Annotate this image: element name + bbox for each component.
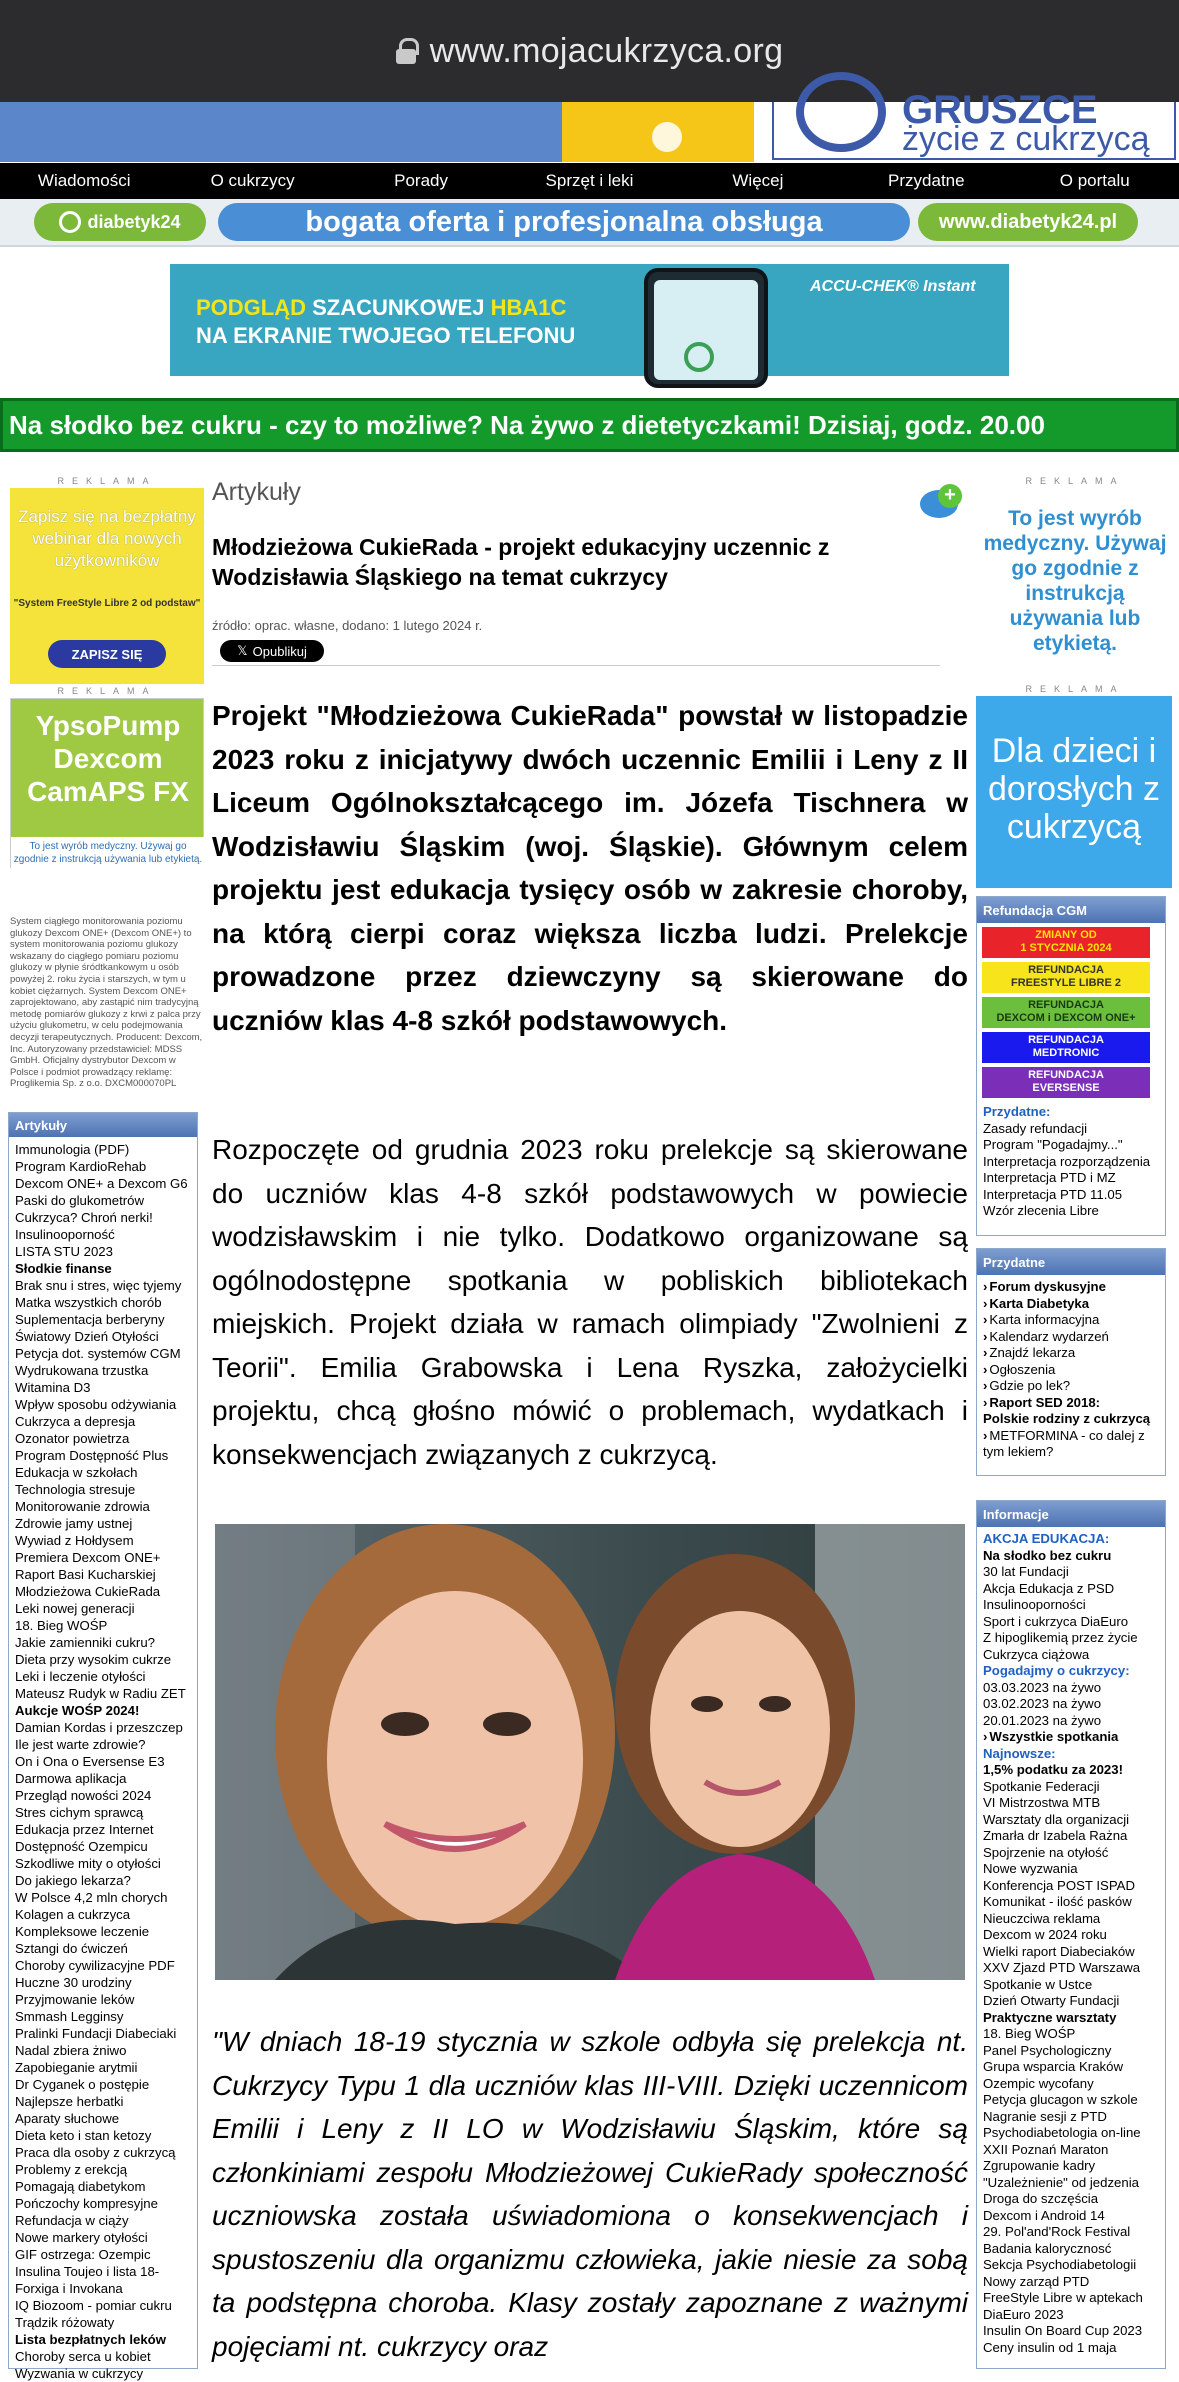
article-link[interactable]: Praca dla osoby z cukrzycą xyxy=(15,2145,176,2160)
app-logo-icon xyxy=(684,342,714,372)
sidebar-link[interactable]: Cukrzyca ciążowa xyxy=(983,1646,1090,1662)
refundacja-box xyxy=(976,896,1166,1236)
medical-device-ad[interactable] xyxy=(976,486,1174,686)
sidebar-link[interactable]: Petycja glucagon w szkole xyxy=(983,2092,1138,2107)
sidebar-link[interactable]: Na słodko bez cukru xyxy=(983,1547,1112,1563)
article-link[interactable]: Monitorowanie zdrowia xyxy=(15,1499,150,1514)
article-link[interactable]: Leki nowej generacji xyxy=(15,1601,135,1616)
article-link[interactable]: Huczne 30 urodziny xyxy=(15,1975,132,1990)
dexcom-kids-ad-text: Dla dzieci i dorosłych z cukrzycą xyxy=(988,732,1160,846)
ypsopump-ad-disclaimer: To jest wyrób medyczny. Używaj go zgodnie z instrukcją używania lub etykietą. xyxy=(11,837,205,869)
sidebar-link[interactable]: Dzień Otwarty Fundacji xyxy=(983,1993,1120,2008)
article-link[interactable]: IQ Biozoom - pomiar cukru xyxy=(15,2298,172,2313)
sidebar-link[interactable]: Dexcom i Android 14 xyxy=(983,2207,1105,2223)
article-link[interactable]: Światowy Dzień Otyłości xyxy=(15,1329,159,1344)
informacje-box xyxy=(976,1500,1166,2369)
sidebar-link[interactable]: Wielki raport Diabeciaków xyxy=(983,1943,1135,1959)
articles-list xyxy=(9,1137,197,2382)
sidebar-link[interactable]: Praktyczne warsztaty xyxy=(983,2009,1117,2025)
article-link[interactable]: Immunologia (PDF) xyxy=(15,1142,130,1157)
article-link[interactable]: Szkodliwe mity o otyłości xyxy=(15,1856,161,1871)
sidebar-link[interactable]: VI Mistrzostwa MTB xyxy=(983,1795,1101,1810)
sidebar-link[interactable]: Badania kalorycznosć xyxy=(983,2240,1112,2256)
refund-tile-title: DEXCOM i DEXCOM ONE+ xyxy=(996,1012,1136,1024)
article-link[interactable]: Wywiad z Hołdysem xyxy=(15,1533,134,1548)
sidebar-link[interactable]: 03.02.2023 na żywo xyxy=(983,1696,1102,1711)
article-link[interactable]: Wydrukowana trzustka xyxy=(15,1363,149,1378)
zapisz-sie-button[interactable]: ZAPISZ SIĘ xyxy=(48,640,166,668)
article-link[interactable]: Paski do glukometrów xyxy=(15,1193,145,1208)
sidebar-link[interactable]: › Ogłoszenia xyxy=(983,1362,1165,1379)
sidebar-link[interactable]: Z hipoglikemią przez życie xyxy=(983,1630,1138,1645)
sidebar-link[interactable]: › Forum dyskusyjne xyxy=(983,1279,1165,1296)
article-link[interactable]: Problemy z erekcją xyxy=(15,2162,128,2177)
articles-sidebar-box xyxy=(8,1112,198,2381)
leaf-icon xyxy=(59,211,81,233)
sidebar-link[interactable]: Psychodiabetologia on-line xyxy=(983,2125,1141,2140)
accu-chek-ad-text xyxy=(196,294,575,350)
sidebar-link[interactable]: Akcja Edukacja z PSD xyxy=(983,1580,1115,1596)
article-link[interactable]: Pralinki Fundacji Diabeciaki xyxy=(15,2026,177,2041)
sidebar-link[interactable]: › Wszystkie spotkania xyxy=(983,1729,1165,1746)
sidebar-link[interactable]: 18. Bieg WOŚP xyxy=(983,2026,1076,2041)
sidebar-link[interactable]: DiaEuro 2023 xyxy=(983,2306,1064,2322)
article-link[interactable]: Leki i leczenie otyłości xyxy=(15,1669,146,1684)
webinar-ad-text: Zapisz się na bezpłatny webinar dla nowych użytkowników xyxy=(18,507,196,570)
nav-item-o-cukrzycy[interactable]: O cukrzycy xyxy=(210,171,295,190)
article-link[interactable]: Najlepsze herbatki xyxy=(15,2094,124,2109)
article-link[interactable]: Matka wszystkich chorób xyxy=(15,1295,162,1310)
refund-tile-label: REFUNDACJA xyxy=(1028,1069,1104,1081)
accu-chek-brand: ACCU-CHEK® Instant xyxy=(810,278,976,295)
przydatne-list xyxy=(977,1275,1165,1461)
sidebar-link[interactable]: Komunikat - ilość pasków xyxy=(983,1894,1132,1909)
sidebar-link[interactable]: › Kalendarz wydarzeń xyxy=(983,1329,1165,1346)
article-link[interactable]: Nowe markery otyłości xyxy=(15,2230,148,2245)
article-link[interactable]: Do jakiego lekarza? xyxy=(15,1873,131,1888)
sidebar-link[interactable]: Sport i cukrzyca DiaEuro xyxy=(983,1613,1129,1629)
refund-tile-title: EVERSENSE xyxy=(1032,1082,1100,1094)
accu-line2: NA EKRANIE TWOJEGO TELEFONU xyxy=(196,323,576,348)
article-link[interactable]: Zapobieganie arytmii xyxy=(15,2060,138,2075)
accu-line1-c: HBA1C xyxy=(490,295,567,320)
nav-item-porady[interactable]: Porady xyxy=(394,171,448,190)
refund-tile-title: MEDTRONIC xyxy=(1032,1047,1100,1059)
dexcom-kids-ad[interactable] xyxy=(976,696,1172,888)
sidebar-link[interactable]: 03.03.2023 na żywo xyxy=(983,1679,1102,1695)
sidebar-link[interactable]: XXII Poznań Maraton xyxy=(983,2141,1109,2157)
article-photo xyxy=(215,1524,965,1980)
article-link[interactable]: Przyjmowanie leków xyxy=(15,1992,135,2007)
article-link[interactable]: Dr Cyganek o postępie xyxy=(15,2077,150,2092)
main-nav xyxy=(0,163,1179,199)
freestyle-webinar-ad[interactable] xyxy=(10,488,204,684)
comment-icon[interactable]: + xyxy=(920,484,964,522)
article-link[interactable]: Aparaty słuchowe xyxy=(15,2111,120,2126)
sidebar-link[interactable]: Spotkanie w Ustce xyxy=(983,1976,1093,1992)
share-on-x-button[interactable] xyxy=(220,640,324,662)
article-link[interactable]: Raport Basi Kucharskiej xyxy=(15,1567,156,1582)
sidebar-link[interactable]: Zmarła dr Izabela Rażna xyxy=(983,1828,1128,1843)
sidebar-link[interactable]: FreeStyle Libre w aptekach xyxy=(983,2290,1143,2305)
refund-tile-title: 1 STYCZNIA 2024 xyxy=(1020,942,1112,954)
sidebar-link[interactable]: 29. Pol'and'Rock Festival xyxy=(983,2224,1131,2239)
article-link[interactable]: Suplementacja berberyny xyxy=(15,1312,165,1327)
article-link[interactable]: Program Dostępność Plus xyxy=(15,1448,169,1463)
article-link[interactable]: Jakie zamienniki cukru? xyxy=(15,1635,155,1650)
article-link[interactable]: 18. Bieg WOŚP xyxy=(15,1618,108,1633)
article-link[interactable]: Cukrzyca a depresja xyxy=(15,1414,136,1429)
refund-tile-label: REFUNDACJA xyxy=(1028,1034,1104,1046)
article-link[interactable]: LISTA STU 2023 xyxy=(15,1244,113,1259)
refundacja-box-title: Refundacja CGM xyxy=(977,897,1165,923)
article-link[interactable]: Sztangi do ćwiczeń xyxy=(15,1941,128,1956)
article-link[interactable]: Wyzwania w cukrzycy xyxy=(15,2366,144,2381)
przydatne-box xyxy=(976,1248,1166,1476)
article-link[interactable]: Trądzik różowaty xyxy=(15,2315,115,2330)
refund-tile[interactable] xyxy=(982,997,1150,1028)
article-paragraph: Rozpoczęte od grudnia 2023 roku prelekcje są skierowane do uczniów klas 4-8 szkół podstawowych w powiecie wodzisławskim i nie tylko. Dodatkowo organizowane są ogólnodostępne spotkania w pobliskich bibliotekach miejskich. Projekt działa w ramach olimpiady "Zwolnieni z Teorii". Emilia Grabowska i Lena Ryszka, założycielki projektu, chcą głośno mówić o problemach, wydatkach i konsekwencjach związanych z cukrzycą. xyxy=(212,1134,968,1470)
header-brand[interactable] xyxy=(772,88,1176,160)
informacje-box-title: Informacje xyxy=(977,1501,1165,1527)
article-title: Młodzieżowa CukieRada - projekt edukacyjny uczennic z Wodzisławia Śląskiego na temat cukrzycy xyxy=(212,534,830,590)
article-link[interactable]: Dieta keto i stan ketozy xyxy=(15,2128,152,2143)
article-lead: Projekt "Młodzieżowa CukieRada" powstał w listopadzie 2023 roku z inicjatywy dwóch uczennic Emilii i Leny z II Liceum Ogólnokształcącego im. Józefa Tischnera w Wodzisławiu Śląskim (woj. Śląskie). Głównym celem projektu jest edukacja tysięcy osób w zakresie choroby, na którą cierpi coraz większa liczba ludzi. Prelekcje prowadzone przez dziewczyny są skierowane do uczniów klas 4-8 szkół podstawowych. xyxy=(212,700,968,1036)
article-link[interactable]: Damian Kordas i przeszczep xyxy=(15,1720,183,1735)
article-link[interactable]: Choroby serca u kobiet xyxy=(15,2349,151,2364)
brand-name: GRUSZCE xyxy=(902,88,1098,132)
sidebar-link[interactable]: Dexcom w 2024 roku xyxy=(983,1927,1107,1942)
sidebar-link[interactable]: Nieuczciwa reklama xyxy=(983,1910,1101,1926)
header-banner[interactable] xyxy=(0,88,1179,162)
article-link[interactable]: Lista bezpłatnych leków xyxy=(15,2332,166,2347)
article-link[interactable]: Insulinooporność xyxy=(15,1227,115,1242)
article-link[interactable]: Ile jest warte zdrowie? xyxy=(15,1737,146,1752)
live-event-banner[interactable]: Na słodko bez cukru - czy to możliwe? Na żywo z dietetyczkami! Dzisiaj, godz. 20.00 xyxy=(0,398,1179,452)
sidebar-link[interactable]: › Karta Diabetyka xyxy=(983,1296,1165,1313)
article-link[interactable]: Nadal zbiera żniwo xyxy=(15,2043,127,2058)
article-link[interactable]: Dieta przy wysokim cukrze xyxy=(15,1652,172,1667)
dexcom-disclaimer: System ciągłego monitorowania poziomu glukozy Dexcom ONE+ (Dexcom ONE+) to system monitorowania poziomu glukozy wskazany do ciągłego pomiaru poziomu glukozy w płynie śródtkankowym u osób powyżej 2. roku życia i starszych, w tym u kobiet ciężarnych. System Dexcom ONE+ zaprojektowano, aby zastąpić nim tradycyjną metodę pomiarów glukozy z krwi z palca przy użyciu glukometru, w celu podejmowania decyzji terapeutycznych. Producent: Dexcom, Inc. Autoryzowany przedstawiciel: MDSS GmbH. Oficjalny dystrybutor Dexcom w Polsce i podmiot prowadzący reklamę: Proglikemia Sp. z o.o. DXCM000070PL xyxy=(10,916,203,1090)
diabetyk24-banner[interactable] xyxy=(0,199,1179,247)
ad-label: REKLAMA xyxy=(57,476,157,486)
sidebar-link[interactable]: Ozempic wycofany xyxy=(983,2075,1094,2091)
ad-label: REKLAMA xyxy=(1025,476,1125,486)
article-link[interactable]: Darmowa aplikacja xyxy=(15,1771,127,1786)
sidebar-link[interactable]: Ceny insulin od 1 maja xyxy=(983,2339,1117,2355)
przydatne-box-title: Przydatne xyxy=(977,1249,1165,1275)
article-source: źródło: oprac. własne, dodano: 1 lutego 2024 r. xyxy=(212,618,483,633)
ad-label: REKLAMA xyxy=(57,686,157,696)
sidebar-link[interactable]: Insulinooporności xyxy=(983,1597,1086,1612)
sidebar-link[interactable]: › Gdzie po lek? xyxy=(983,1378,1165,1395)
sidebar-link[interactable]: XXV Zjazd PTD Warszawa xyxy=(983,1960,1141,1975)
article-link[interactable]: Słodkie finanse xyxy=(15,1261,112,1276)
article-quote: "W dniach 18-19 stycznia w szkole odbyła się prelekcja nt. Cukrzycy Typu 1 dla uczniów klas III-VIII. Dzięki uczennicom Emilii i Leny z II LO w Wodzisławiu Śląskim, które są członkiniami zespołu Młodzieżowej CukieRady społeczność uczniowska została uświadomiona o konsekwencjach i spustoszeniu dla organizmu człowieka, jakie niesie za sobą ta podstępna choroba. Klasy zostały zapoznane z ważnymi pojęciami nt. cukrzycy oraz xyxy=(212,2026,968,2362)
article-link[interactable]: Choroby cywilizacyjne PDF xyxy=(15,1958,175,1973)
refund-link[interactable]: Wzór zlecenia Libre xyxy=(983,1203,1099,1218)
sidebar-link[interactable]: Droga do szczęścia xyxy=(983,2191,1099,2206)
article-link[interactable]: Młodzieżowa CukieRada xyxy=(15,1584,161,1599)
article-link[interactable]: Wpływ sposobu odżywiania xyxy=(15,1397,177,1412)
ad-label: REKLAMA xyxy=(1025,684,1125,694)
sidebar-link[interactable]: Warsztaty dla organizacji xyxy=(983,1811,1130,1827)
article-link[interactable]: Smmash Legginsy xyxy=(15,2009,124,2024)
refund-link[interactable]: Interpretacja PTD i MZ xyxy=(983,1170,1116,1185)
article-link[interactable]: Pończochy kompresyjne xyxy=(15,2196,158,2211)
article-link[interactable]: Mateusz Rudyk w Radiu ZET xyxy=(15,1686,186,1701)
article-link[interactable]: Technologia stresuje xyxy=(15,1482,136,1497)
diabetyk24-slogan: bogata oferta i profesjonalna obsługa xyxy=(218,203,910,241)
diabetyk24-logo xyxy=(34,203,206,241)
nav-item-wiadomosci[interactable]: Wiadomości xyxy=(37,171,131,190)
sidebar-link[interactable]: › METFORMINA - co dalej z tym lekiem? xyxy=(983,1428,1165,1461)
header-ad-yellow[interactable] xyxy=(562,102,754,162)
article-link[interactable]: Cukrzyca? Chroń nerki! xyxy=(15,1210,153,1225)
article-category[interactable]: Artykuły xyxy=(212,478,301,506)
refund-link[interactable]: Program "Pogadajmy..." xyxy=(983,1137,1123,1152)
sidebar-link[interactable]: "Uzależnienie" od jedzenia xyxy=(983,2174,1139,2190)
article-link[interactable]: Edukacja w szkołach xyxy=(15,1465,138,1480)
url-text[interactable]: www.mojacukrzyca.org xyxy=(429,31,784,70)
refund-tile-title: FREESTYLE LIBRE 2 xyxy=(1010,977,1122,989)
article-link[interactable]: Refundacja w ciąży xyxy=(15,2213,129,2228)
article-link[interactable]: Aukcje WOŚP 2024! xyxy=(15,1703,140,1718)
article-link[interactable]: Kompleksowe leczenie xyxy=(15,1924,150,1939)
article-link[interactable]: Ozonator powietrza xyxy=(15,1431,130,1446)
sidebar-link[interactable]: Grupa wsparcia Kraków xyxy=(983,2059,1123,2074)
browser-url-bar[interactable] xyxy=(0,0,1179,102)
phone-image xyxy=(644,268,768,388)
article-link[interactable]: Pomagają diabetykom xyxy=(15,2179,146,2194)
refund-tile-label: REFUNDACJA xyxy=(1028,999,1104,1011)
sidebar-link[interactable]: 30 lat Fundacji xyxy=(983,1564,1069,1579)
divider xyxy=(212,665,940,666)
article-link[interactable]: Insulina Toujeo i lista 18- xyxy=(15,2264,160,2279)
article-link[interactable]: Przegląd nowości 2024 xyxy=(15,1788,152,1803)
article-link[interactable]: Program KardioRehab xyxy=(15,1159,147,1174)
refund-link[interactable]: Interpretacja PTD 11.05 xyxy=(983,1186,1123,1202)
sidebar-link[interactable]: Polskie rodziny z cukrzycą xyxy=(983,1411,1151,1426)
refund-heading: Przydatne: xyxy=(983,1104,1051,1119)
sidebar-link[interactable]: Sekcja Psychodiabetologii xyxy=(983,2257,1137,2272)
refund-tile-label: REFUNDACJA xyxy=(1028,964,1104,976)
sidebar-link[interactable]: Zgrupowanie kadry xyxy=(983,2158,1096,2173)
article-link[interactable]: Petycja dot. systemów CGM xyxy=(15,1346,181,1361)
article-link[interactable]: Stres cichym sprawcą xyxy=(15,1805,144,1820)
refund-tile-label: ZMIANY OD xyxy=(1035,929,1097,941)
sidebar-link[interactable]: › Karta informacyjna xyxy=(983,1312,1165,1329)
ypsopump-ad[interactable] xyxy=(10,698,204,868)
share-label: Opublikuj xyxy=(252,643,307,659)
refund-tile[interactable] xyxy=(982,927,1150,958)
refund-link[interactable]: Zasady refundacji xyxy=(983,1120,1088,1136)
section-heading: AKCJA EDUKACJA: xyxy=(983,1531,1110,1546)
medical-device-ad-text: To jest wyrób medyczny. Używaj go zgodnie z instrukcją używania lub etykietą. xyxy=(983,507,1167,655)
sidebar-link[interactable]: Nowe wyzwania xyxy=(983,1861,1078,1876)
sidebar-link[interactable]: Panel Psychologiczny xyxy=(983,2042,1112,2058)
ypsopump-ad-text: YpsoPump Dexcom CamAPS FX xyxy=(27,710,189,807)
refund-tile[interactable] xyxy=(982,962,1150,993)
webinar-ad-sub: "System FreeStyle Libre 2 od podstaw" xyxy=(13,598,201,609)
header-ad-left[interactable] xyxy=(0,102,562,162)
diabetyk24-url: www.diabetyk24.pl xyxy=(918,203,1138,241)
nav-item-o-portalu[interactable]: O portalu xyxy=(1059,171,1130,190)
article-link[interactable]: Edukacja przez Internet xyxy=(15,1822,154,1837)
article-link[interactable]: Dostępność Ozempicu xyxy=(15,1839,148,1854)
nav-item-wiecej[interactable]: Więcej xyxy=(732,171,784,190)
accu-chek-ad[interactable] xyxy=(170,264,1009,376)
x-logo-icon: 𝕏 xyxy=(237,643,248,658)
informacje-list xyxy=(977,1527,1165,2356)
article-link[interactable]: Premiera Dexcom ONE+ xyxy=(15,1550,161,1565)
sidebar-link[interactable]: Insulin On Board Cup 2023 xyxy=(983,2323,1143,2338)
refund-tiles xyxy=(977,927,1165,1098)
nav-item-przydatne[interactable]: Przydatne xyxy=(888,171,965,190)
section-heading: Najnowsze: xyxy=(983,1745,1056,1761)
brand-tagline: życie z cukrzycą xyxy=(902,120,1150,158)
articles-box-title: Artykuły xyxy=(9,1113,197,1137)
article-link[interactable]: Kolagen a cukrzyca xyxy=(15,1907,131,1922)
article-link[interactable]: Dexcom ONE+ a Dexcom G6 xyxy=(15,1176,188,1191)
refund-links xyxy=(983,1121,1165,1220)
sidebar-link[interactable]: › Znajdź lekarza xyxy=(983,1345,1165,1362)
sidebar-link[interactable]: 20.01.2023 na żywo xyxy=(983,1712,1102,1728)
article-link[interactable]: Zdrowie jamy ustnej xyxy=(15,1516,133,1531)
accu-line1-a: PODGLĄD xyxy=(196,295,306,320)
nav-item-sprzet-i-leki[interactable]: Sprzęt i leki xyxy=(545,171,634,190)
article-link[interactable]: W Polsce 4,2 mln chorych xyxy=(15,1890,168,1905)
sidebar-link[interactable]: › Raport SED 2018: xyxy=(983,1395,1165,1412)
article-link[interactable]: Witamina D3 xyxy=(15,1380,91,1395)
article-link[interactable]: Brak snu i stres, więc tyjemy xyxy=(15,1278,182,1293)
article-link[interactable]: Forxiga i Invokana xyxy=(15,2281,123,2296)
refund-link[interactable]: Interpretacja rozporządzenia xyxy=(983,1153,1151,1169)
lock-icon xyxy=(396,38,416,64)
sidebar-link[interactable]: Konferencja POST ISPAD xyxy=(983,1877,1135,1893)
sidebar-link[interactable]: Nagranie sesji z PTD xyxy=(983,2108,1107,2124)
refund-tile[interactable] xyxy=(982,1067,1150,1098)
refund-tile[interactable] xyxy=(982,1032,1150,1063)
sensor-image xyxy=(652,122,682,152)
sidebar-link[interactable]: 1,5% podatku za 2023! xyxy=(983,1762,1123,1777)
accu-line1-b: SZACUNKOWEJ xyxy=(306,295,491,320)
article-link[interactable]: GIF ostrzega: Ozempic xyxy=(15,2247,151,2262)
sidebar-link[interactable]: Nowy zarząd PTD xyxy=(983,2273,1090,2289)
article-link[interactable]: On i Ona o Eversense E3 xyxy=(15,1754,165,1769)
sidebar-link[interactable]: Spotkanie Federacji xyxy=(983,1778,1100,1794)
sidebar-link[interactable]: Spojrzenie na otyłość xyxy=(983,1844,1109,1860)
diabetyk24-logo-text: diabetyk24 xyxy=(87,211,181,232)
section-heading: Pogadajmy o cukrzycy: xyxy=(983,1663,1130,1678)
brand-logo-icon xyxy=(796,72,886,152)
